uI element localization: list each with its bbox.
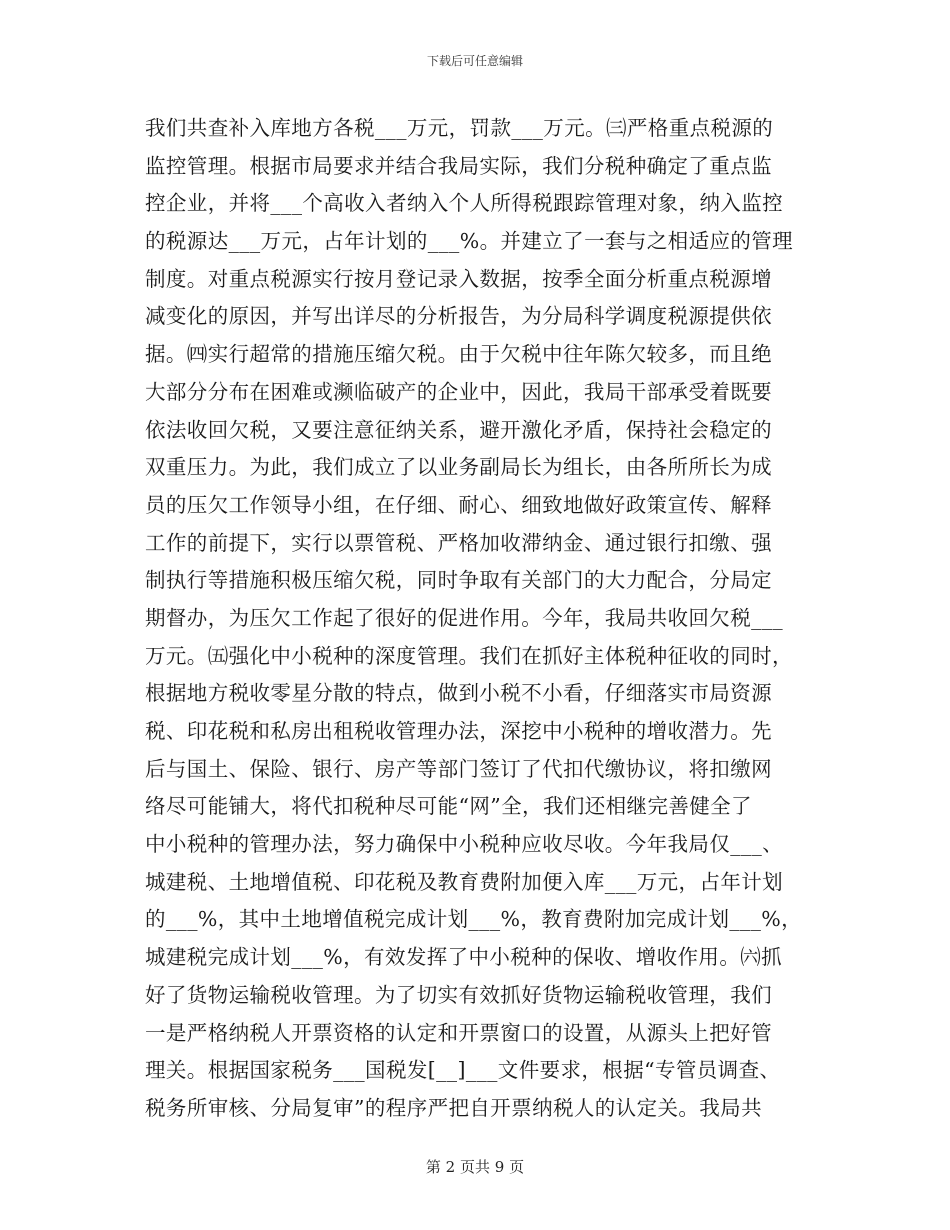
text-line: 依法收回欠税，又要注意征纳关系，避开激化矛盾，保持社会稳定的 <box>145 417 772 442</box>
text-line: 制执行等措施积极压缩欠税，同时争取有关部门的大力配合，分局定 <box>145 568 772 593</box>
text-line: 员的压欠工作领导小组，在仔细、耐心、细致地做好政策宣传、解释 <box>145 492 772 517</box>
page-header: 下载后可任意编辑 <box>426 54 523 68</box>
text-line: 税、印花税和私房出租税收管理办法，深挖中小税种的增收潜力。先 <box>145 719 772 743</box>
text-line: 减变化的原因，并写出详尽的分析报告，为分局科学调度税源提供依 <box>145 304 772 329</box>
text-line: 一是严格纳税人开票资格的认定和开票窗口的设置，从源头上把好管 <box>145 1020 772 1045</box>
text-line: 中小税种的管理办法，努力确保中小税种应收尽收。今年我局仅___、 <box>145 832 784 857</box>
text-line: 万元。㈤强化中小税种的深度管理。我们在抓好主体税种征收的同时， <box>145 643 793 668</box>
document-body <box>145 110 807 1128</box>
text-line: 税务所审核、分局复审”的程序严把自开票纳税人的认定关。我局共 <box>145 1095 762 1120</box>
text-line: 据。㈣实行超常的措施压缩欠税。由于欠税中往年陈欠较多，而且绝 <box>145 342 772 367</box>
text-line: 根据地方税收零星分散的特点，做到小税不小看，仔细落实市局资源 <box>145 681 772 706</box>
text-line: 工作的前提下，实行以票管税、严格加收滞纳金、通过银行扣缴、强 <box>145 530 772 555</box>
text-line: 的___%，其中土地增值税完成计划___%，教育费附加完成计划___%， <box>145 907 803 932</box>
text-line: 制度。对重点税源实行按月登记录入数据，按季全面分析重点税源增 <box>145 266 772 291</box>
page-footer: 第 2 页共 9 页 <box>425 1158 525 1176</box>
text-line: 后与国土、保险、银行、房产等部门签订了代扣代缴协议，将扣缴网 <box>145 756 772 781</box>
text-line: 期督办，为压欠工作起了很好的促进作用。今年，我局共收回欠税___ <box>145 605 784 630</box>
text-line: 城建税、土地增值税、印花税及教育费附加便入库___万元，占年计划 <box>145 869 784 894</box>
text-line: 理关。根据国家税务___国税发[__]___文件要求，根据“专管员调查、 <box>145 1058 781 1083</box>
text-line: 大部分分布在困难或濒临破产的企业中，因此，我局干部承受着既要 <box>145 379 772 404</box>
text-line: 络尽可能铺大，将代扣税种尽可能“网”全，我们还相继完善健全了 <box>145 794 752 819</box>
text-line: 控企业，并将___个高收入者纳入个人所得税跟踪管理对象，纳入监控 <box>145 191 784 216</box>
text-line: 监控管理。根据市局要求并结合我局实际，我们分税种确定了重点监 <box>145 153 772 178</box>
text-line: 双重压力。为此，我们成立了以业务副局长为组长，由各所所长为成 <box>145 455 772 480</box>
text-line: 的税源达___万元，占年计划的___%。并建立了一套与之相适应的管理 <box>145 229 794 254</box>
text-line: 城建税完成计划___%，有效发挥了中小税种的保收、增收作用。㈥抓 <box>145 945 783 970</box>
text-line: 好了货物运输税收管理。为了切实有效抓好货物运输税收管理，我们 <box>145 982 772 1007</box>
text-line: 我们共查补入库地方各税___万元，罚款___万元。㈢严格重点税源的 <box>145 116 774 140</box>
